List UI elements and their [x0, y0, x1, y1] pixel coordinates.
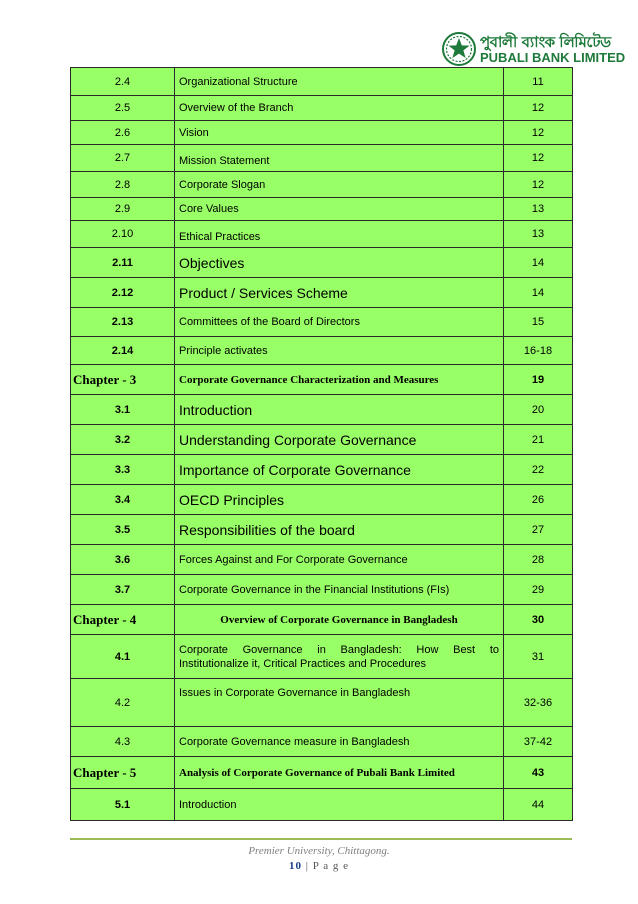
toc-title: Overview of the Branch — [175, 96, 504, 121]
footer-page — [0, 860, 638, 872]
toc-page: 32-36 — [504, 679, 573, 727]
toc-title: Principle activates — [175, 337, 504, 365]
toc-number: 2.9 — [71, 198, 175, 221]
toc-page: 11 — [504, 68, 573, 96]
toc-page: 31 — [504, 635, 573, 679]
toc-page: 30 — [504, 605, 573, 635]
toc-title: OECD Principles — [175, 485, 504, 515]
toc-title: Core Values — [175, 198, 504, 221]
logo-english-text: PUBALI BANK LIMITED — [480, 50, 626, 65]
toc-title: Vision — [175, 121, 504, 145]
toc-number: 3.1 — [71, 395, 175, 425]
toc-title: Understanding Corporate Governance — [175, 425, 504, 455]
toc-number: 4.3 — [71, 727, 175, 757]
toc-number: 3.3 — [71, 455, 175, 485]
toc-number: 3.7 — [71, 575, 175, 605]
toc-page: 12 — [504, 145, 573, 172]
toc-title: Responsibilities of the board — [175, 515, 504, 545]
toc-page: 28 — [504, 545, 573, 575]
toc-number: 4.1 — [71, 635, 175, 679]
toc-title: Introduction — [175, 395, 504, 425]
toc-page: 14 — [504, 278, 573, 308]
page-label: | P a g e — [305, 860, 349, 872]
toc-page: 19 — [504, 365, 573, 395]
toc-title: Committees of the Board of Directors — [175, 308, 504, 337]
toc-row — [71, 121, 573, 145]
toc-number: 3.6 — [71, 545, 175, 575]
table-of-contents — [70, 67, 573, 821]
toc-row — [71, 308, 573, 337]
toc-chapter-title: Corporate Governance Characterization and Measures — [175, 365, 504, 395]
footer-institution: Premier University, Chittagong. — [248, 845, 390, 857]
toc-title: Corporate Governance in the Financial Institutions (FIs) — [175, 575, 504, 605]
toc-number: 2.14 — [71, 337, 175, 365]
toc-page: 20 — [504, 395, 573, 425]
toc-number: 2.12 — [71, 278, 175, 308]
toc-number: 2.5 — [71, 96, 175, 121]
toc-row — [71, 789, 573, 821]
toc-row — [71, 172, 573, 198]
toc-title: Objectives — [175, 248, 504, 278]
toc-page: 12 — [504, 121, 573, 145]
toc-page: 27 — [504, 515, 573, 545]
toc-title: Forces Against and For Corporate Governance — [175, 545, 504, 575]
toc-number: 3.4 — [71, 485, 175, 515]
toc-row — [71, 425, 573, 455]
toc-row — [71, 68, 573, 96]
toc-page: 12 — [504, 96, 573, 121]
toc-number: 3.2 — [71, 425, 175, 455]
toc-page: 22 — [504, 455, 573, 485]
bank-logo — [442, 30, 632, 70]
toc-row — [71, 727, 573, 757]
toc-page: 29 — [504, 575, 573, 605]
toc-page: 37-42 — [504, 727, 573, 757]
star-emblem-icon — [442, 32, 476, 66]
logo-bangla-text: পুবালী ব্যাংক লিমিটেড — [480, 33, 611, 51]
toc-page: 13 — [504, 221, 573, 248]
toc-page: 16-18 — [504, 337, 573, 365]
toc-row — [71, 221, 573, 248]
toc-chapter-title: Overview of Corporate Governance in Bangladesh — [175, 605, 504, 635]
toc-chapter-label: Chapter - 5 — [71, 757, 175, 789]
toc-chapter-title: Analysis of Corporate Governance of Pubali Bank Limited — [175, 757, 504, 789]
toc-number: 2.13 — [71, 308, 175, 337]
toc-number: 2.6 — [71, 121, 175, 145]
toc-row — [71, 455, 573, 485]
toc-number: 5.1 — [71, 789, 175, 821]
toc-title: Organizational Structure — [175, 68, 504, 96]
toc-number: 3.5 — [71, 515, 175, 545]
toc-page: 14 — [504, 248, 573, 278]
toc-number: 2.4 — [71, 68, 175, 96]
toc-number: 4.2 — [71, 679, 175, 727]
toc-chapter-row — [71, 605, 573, 635]
toc-row — [71, 485, 573, 515]
toc-number: 2.7 — [71, 145, 175, 172]
toc-chapter-label: Chapter - 3 — [71, 365, 175, 395]
toc-row — [71, 337, 573, 365]
toc-page: 15 — [504, 308, 573, 337]
toc-row — [71, 515, 573, 545]
toc-row — [71, 545, 573, 575]
toc-page: 26 — [504, 485, 573, 515]
toc-number: 2.8 — [71, 172, 175, 198]
toc-chapter-row — [71, 365, 573, 395]
toc-title: Issues in Corporate Governance in Bangladesh — [175, 679, 504, 727]
toc-chapter-label: Chapter - 4 — [71, 605, 175, 635]
toc-title: Corporate Governance measure in Bangladesh — [175, 727, 504, 757]
toc-page: 21 — [504, 425, 573, 455]
toc-page: 13 — [504, 198, 573, 221]
toc-page: 44 — [504, 789, 573, 821]
toc-row — [71, 635, 573, 679]
toc-number: 2.11 — [71, 248, 175, 278]
toc-row — [71, 575, 573, 605]
toc-page: 12 — [504, 172, 573, 198]
toc-title: Corporate Slogan — [175, 172, 504, 198]
toc-title: Corporate Governance in Bangladesh: How Best to Institutionalize it, Critical Practices and Procedures — [175, 635, 504, 679]
toc-chapter-row — [71, 757, 573, 789]
toc-row — [71, 198, 573, 221]
toc-row — [71, 145, 573, 172]
toc-title: Mission Statement — [175, 145, 504, 172]
footer-divider — [70, 838, 572, 840]
page-number: 10 — [289, 860, 303, 872]
toc-row — [71, 248, 573, 278]
toc-page: 43 — [504, 757, 573, 789]
toc-title: Introduction — [175, 789, 504, 821]
toc-title: Ethical Practices — [175, 221, 504, 248]
toc-row — [71, 679, 573, 727]
toc-row — [71, 96, 573, 121]
toc-number: 2.10 — [71, 221, 175, 248]
toc-row — [71, 395, 573, 425]
toc-row — [71, 278, 573, 308]
toc-title: Importance of Corporate Governance — [175, 455, 504, 485]
toc-title: Product / Services Scheme — [175, 278, 504, 308]
